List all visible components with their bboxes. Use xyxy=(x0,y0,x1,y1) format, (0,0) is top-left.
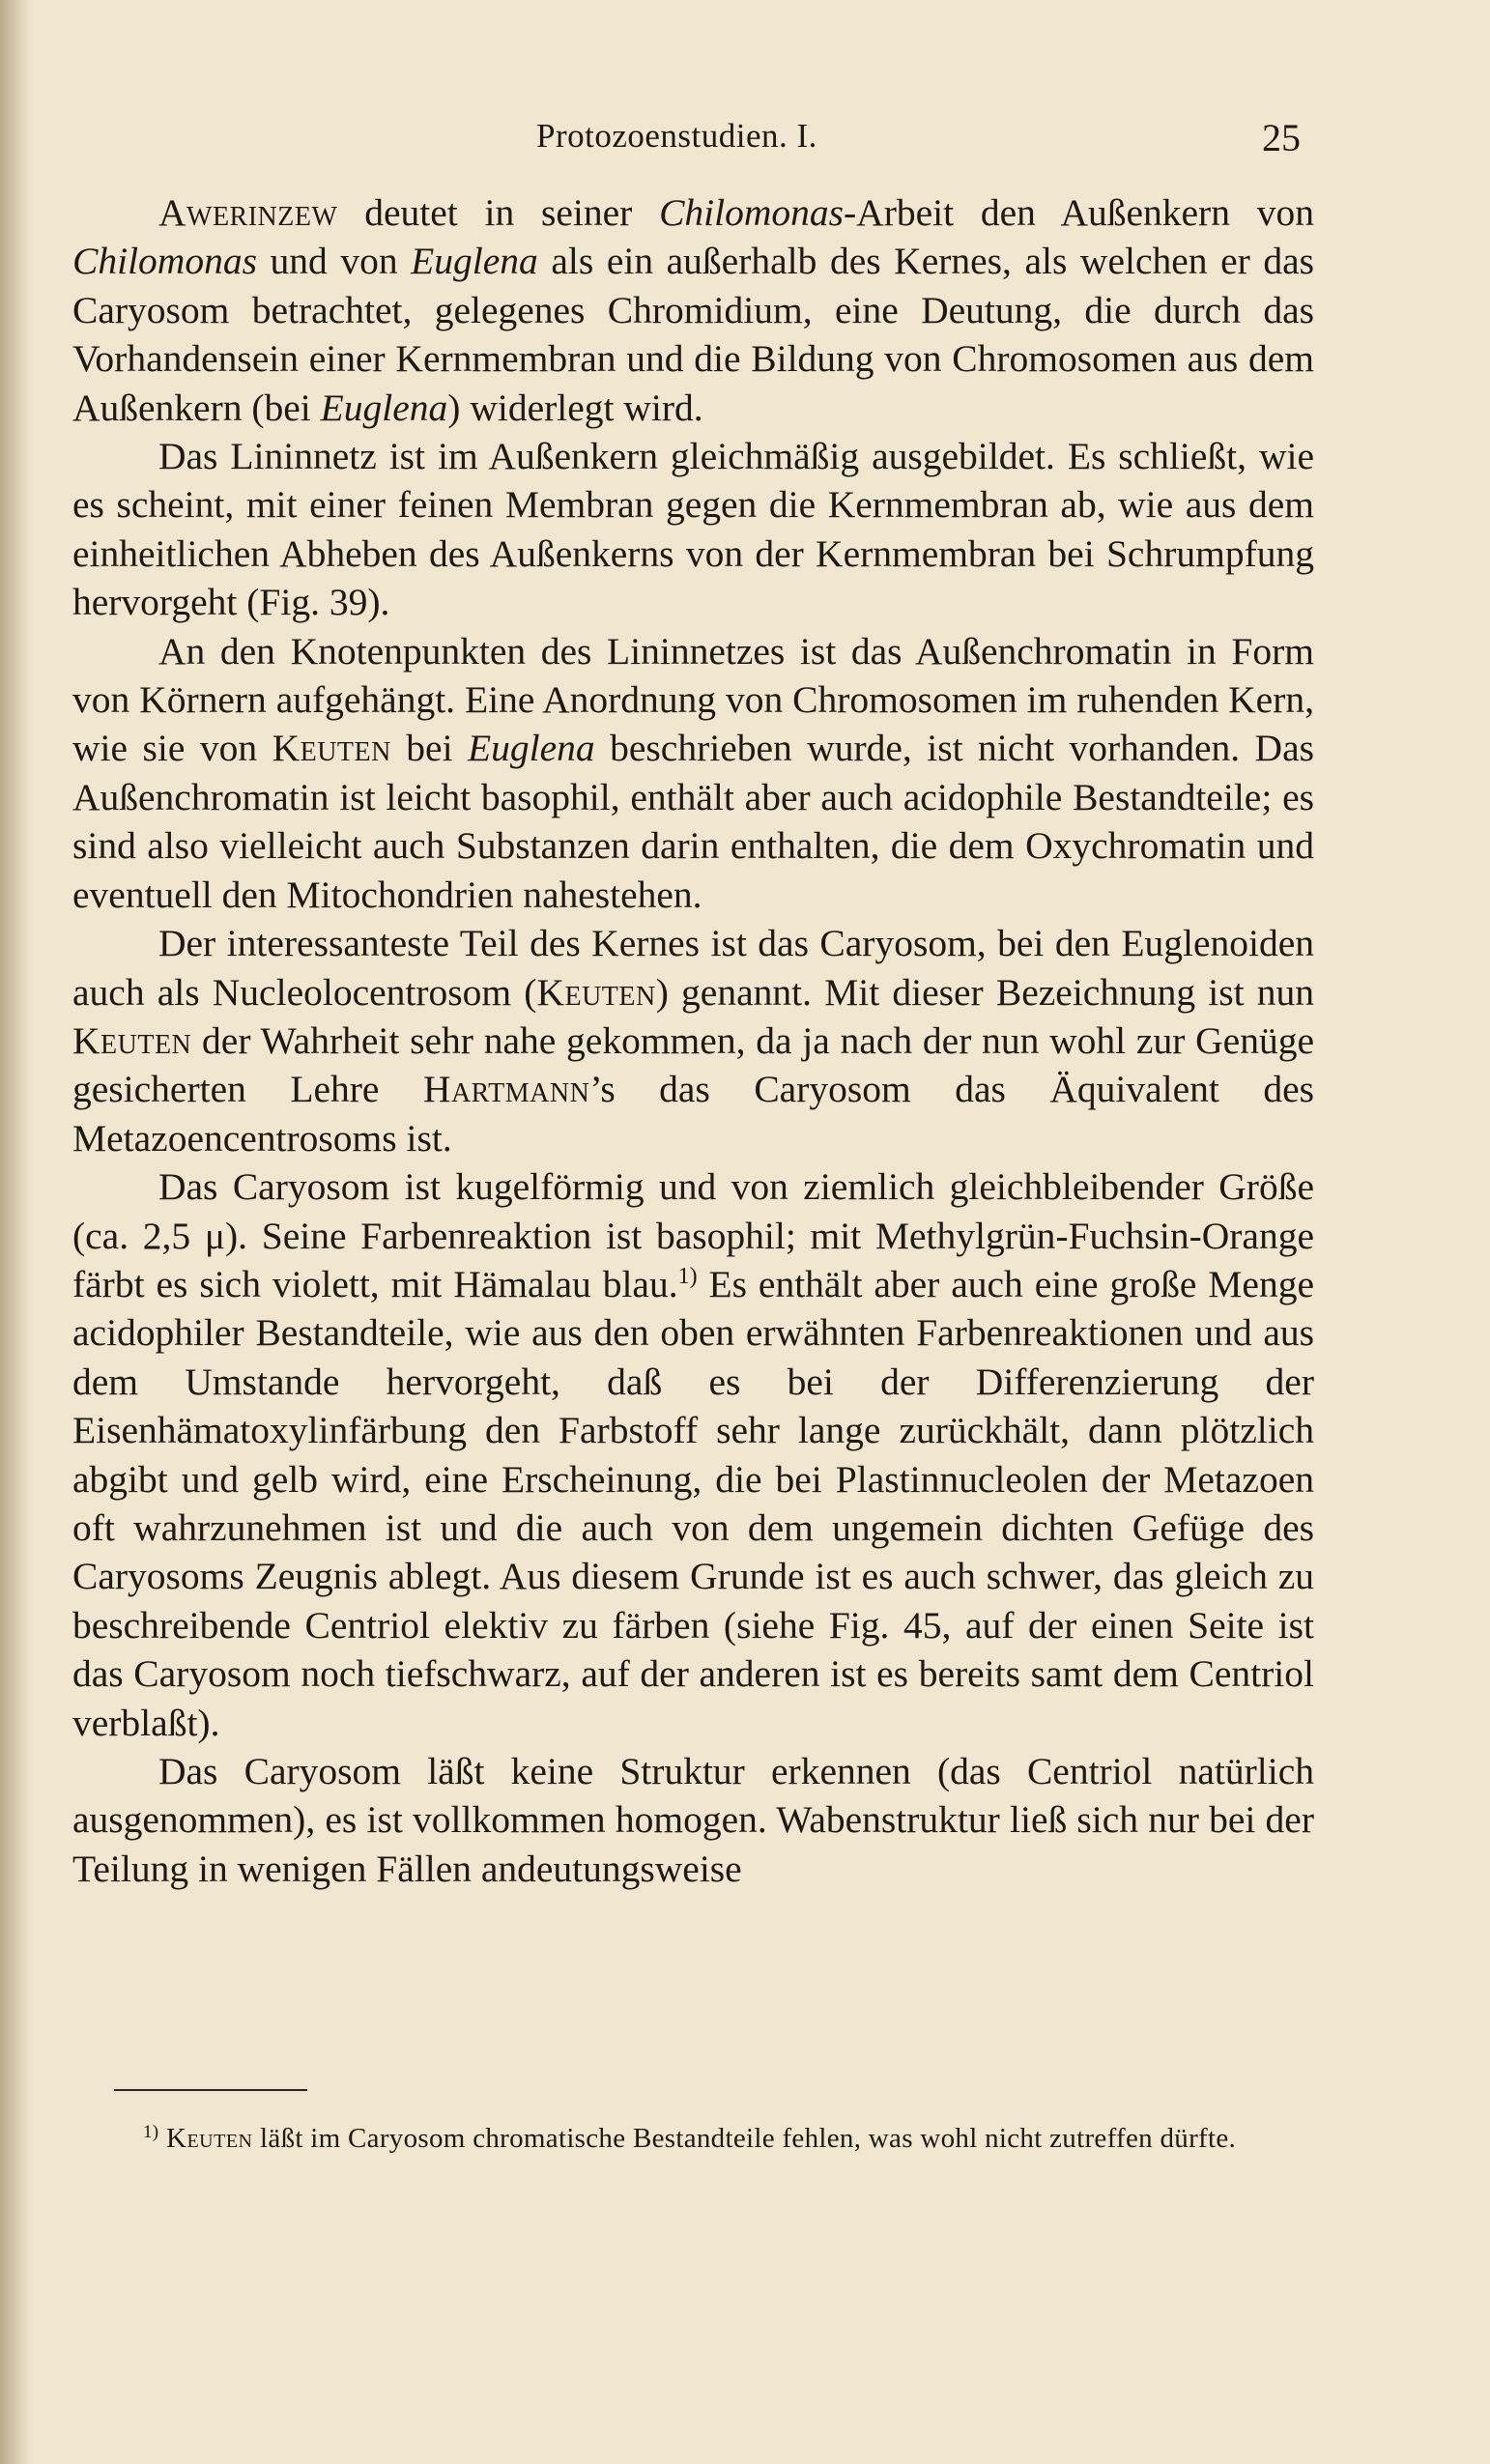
text-run: ’s das Caryosom das Äquivalent des Metazoencentrosoms ist. xyxy=(72,1068,1314,1160)
text-run: als ein außerhalb des Kernes, als welchen er das Caryosom betrachtet, gelegenes Chromidium, eine Deutung, die durch das Vorhandensein einer Kernmembran und die Bildung von Chromosomen aus dem Außenkern (bei xyxy=(72,240,1314,429)
paragraph-6: Das Caryosom läßt keine Struktur erkennen (das Centriol natürlich ausgenommen), es ist vollkommen homogen. Wabenstruktur ließ sich nur bei der Teilung in wenigen Fällen andeutungsweise xyxy=(72,1750,1314,1890)
text-run: Das Caryosom ist kugelförmig und von ziemlich gleichbleibender Größe (ca. 2,5 μ). Seine Farbenreaktion ist basophil; mit Methylgrün-Fuchsin-Orange färbt es sich violett, mit Hämalau blau. xyxy=(72,1165,1314,1305)
page-gutter-shadow xyxy=(0,0,33,2464)
text-run: und von xyxy=(256,240,412,283)
text-run: -Arbeit den Außenkern von xyxy=(844,191,1314,234)
author-name: Hartmann xyxy=(422,1068,590,1111)
text-run: der Wahrheit sehr nahe gekommen, da ja nach der nun wohl zur Genüge gesicherten Lehre xyxy=(72,1018,1314,1111)
author-name: Keuten xyxy=(536,970,656,1014)
paragraph-5 xyxy=(72,1162,1314,1747)
text-run: ) genannt. Mit dieser Bezeichnung ist nun xyxy=(655,970,1314,1014)
text-run: An den Knotenpunkten des Lininnetzes ist das Außenchromatin in Form von Körnern aufgehängt. Eine Anordnung von Chromosomen im ruhenden Kern, wie sie von xyxy=(72,629,1314,770)
text-run: Es enthält aber auch eine große Menge acidophiler Bestandteile, wie aus den oben erwähnten Farbenreaktionen und aus dem Umstande hervorgeht, daß es bei der Differenzierung der Eisenhämatoxylinfärbung den Farbstoff sehr lange zurückhält, dann plötzlich abgibt und gelb wird, eine Erscheinung, die bei Plastinnucleolen der Metazoen oft wahrzunehmen ist und die auch von dem ungemein dichten Gefüge des Caryosoms Zeugnis ablegt. Aus diesem Grunde ist es auch schwer, das gleich zu beschreibende Centriol elektiv zu färben (siehe Fig. 45, auf der einen Seite ist das Caryosom noch tiefschwarz, auf der anderen ist es bereits samt dem Centriol verblaßt). xyxy=(72,1262,1314,1744)
author-name: Keuten xyxy=(72,1018,192,1062)
footnote-reference: 1) xyxy=(677,1263,698,1289)
body-text xyxy=(72,188,1314,1893)
text-run: läßt im Caryosom chromatische Bestandteile fehlen, was wohl nicht zutreffen dürfte. xyxy=(252,2123,1237,2154)
text-run: deutet in seiner xyxy=(337,191,660,234)
author-name: Keuten xyxy=(272,727,391,770)
text-run: beschrieben wurde, ist nicht vorhanden. Das Außenchromatin ist leicht basophil, enthält aber auch acidophile Bestandteile; es sind also vielleicht auch Substanzen darin enthalten, die dem Oxychromatin und eventuell den Mitochondrien nahestehen. xyxy=(72,727,1314,916)
footnote xyxy=(72,2116,1314,2161)
paragraph-2: Das Lininnetz ist im Außenkern gleichmäßig ausgebildet. Es schließt, wie es scheint, mit einer feinen Membran gegen die Kernmembran ab, wie aus dem einheitlichen Abheben des Außenkerns von der Kernmembran bei Schrumpfung hervorgeht (Fig. 39). xyxy=(72,435,1314,624)
text-run: Der interessanteste Teil des Kernes ist das Caryosom, bei den Euglenoiden auch als Nucleolocentrosom ( xyxy=(72,922,1314,1014)
paragraph-1 xyxy=(72,188,1314,432)
taxon-name: Euglena xyxy=(320,386,448,429)
footnote-divider xyxy=(114,2089,307,2091)
taxon-name: Euglena xyxy=(411,240,538,283)
footnote-mark: 1) xyxy=(143,2122,159,2142)
author-name: Keuten xyxy=(166,2123,253,2154)
running-head-title: Protozoenstudien. I. xyxy=(536,117,817,155)
paragraph-4 xyxy=(72,919,1314,1162)
running-head xyxy=(0,111,1490,169)
taxon-name: Chilomonas xyxy=(659,191,845,234)
author-name: Awerinzew xyxy=(158,191,338,234)
text-run: ) widerlegt wird. xyxy=(447,386,703,429)
paragraph-3 xyxy=(72,627,1314,919)
text-run: bei xyxy=(390,727,469,770)
taxon-name: Euglena xyxy=(468,727,595,770)
footnote-text xyxy=(72,2116,1314,2161)
taxon-name: Chilomonas xyxy=(72,240,257,283)
page-number: 25 xyxy=(1262,116,1301,159)
